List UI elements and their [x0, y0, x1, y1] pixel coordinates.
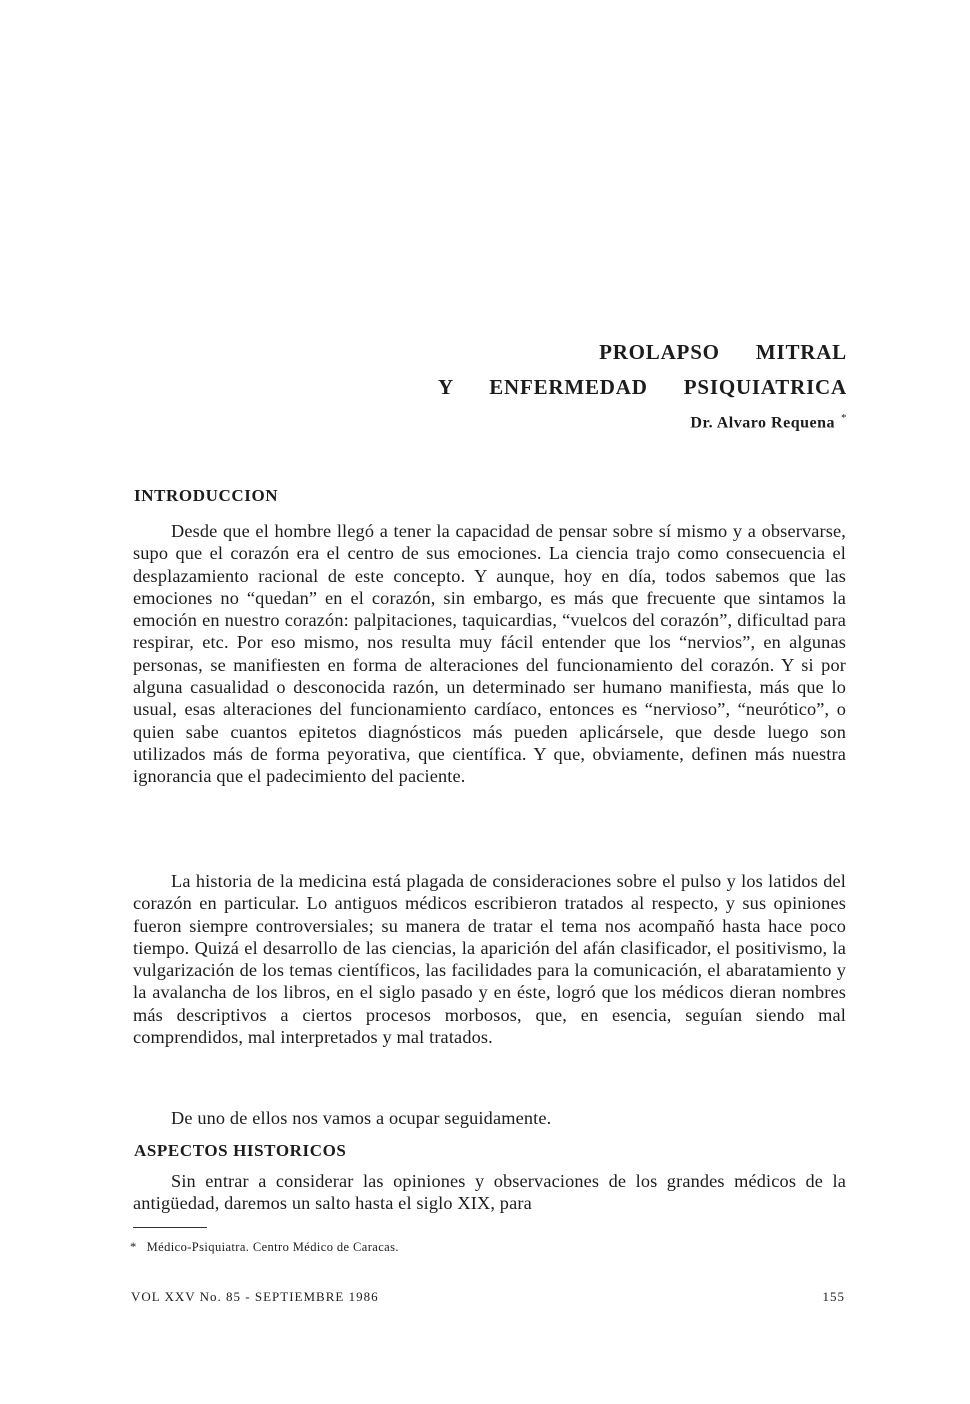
- paragraph-intro-3: De uno de ellos nos vamos a ocupar seguidamente.: [171, 1108, 552, 1128]
- section-heading-introduction: INTRODUCCION: [134, 486, 279, 505]
- footnote-text: Médico-Psiquiatra. Centro Médico de Caracas.: [146, 1240, 399, 1254]
- page-number: 155: [822, 1289, 845, 1304]
- article-title-line-1: PROLAPSO MITRAL: [599, 340, 847, 364]
- paragraph-intro-2: La historia de la medicina está plagada de consideraciones sobre el pulso y los latidos del corazón en particular. Lo antiguos médicos escribieron tratados al respecto, y sus opiniones fueron siempre controversiales; su manera de tratar el tema nos acompañó hasta hace poco tiempo. Quizá el desarrollo de las ciencias, la aparición del afán clasificador, el positivismo, la vulgarización de los temas científicos, las facilidades para la comunicación, el abaratamiento y la avalancha de los libros, en el siglo pasado y en éste, logró que los médicos dieran nombres más descriptivos a ciertos procesos morbosos, que, en esencia, seguían siendo mal comprendidos, mal interpretados y mal tratados.: [133, 871, 846, 1048]
- author-byline: [690, 412, 847, 432]
- paragraph-intro-1: Desde que el hombre llegó a tener la capacidad de pensar sobre sí mismo y a observarse, supo que el corazón era el centro de sus emociones. La ciencia trajo como consecuencia el desplazamiento racional de este concepto. Y aunque, hoy en día, todos sabemos que las emociones no “quedan” en el corazón, sin embargo, es más que frecuente que sintamos la emoción en nuestro corazón: palpitaciones, taquicardias, “vuelcos del corazón”, dificultad para respirar, etc. Por eso mismo, nos resulta muy fácil entender que los “nervios”, en algunas personas, se manifiesten en forma de alteraciones del funcionamiento del corazón. Y si por alguna casualidad o desconocida razón, un determinado ser humano manifiesta, más que lo usual, esas alteraciones del funcionamiento cardíaco, entonces es “nervioso”, “neurótico”, o quien sabe cuantos epitetos diagnósticos más pueden aplicársele, que desde luego son utilizados más de forma peyorativa, que científica. Y que, obviamente, definen más nuestra ignorancia que el padecimiento del paciente.: [133, 521, 846, 787]
- footnote-divider: [133, 1227, 207, 1228]
- journal-issue-footer: VOL XXV No. 85 - SEPTIEMBRE 1986: [131, 1289, 379, 1304]
- footnote: [130, 1240, 399, 1255]
- author-footnote-mark: *: [841, 412, 847, 424]
- section-heading-history: ASPECTOS HISTORICOS: [134, 1141, 347, 1160]
- article-title-line-2: Y ENFERMEDAD PSIQUIATRICA: [437, 375, 847, 399]
- author-name: Dr. Alvaro Requena: [690, 414, 835, 432]
- paragraph-history-1: Sin entrar a considerar las opiniones y observaciones de los grandes médicos de la antigüedad, daremos un salto hasta el siglo XIX, para: [133, 1171, 846, 1214]
- footnote-mark: *: [130, 1240, 137, 1254]
